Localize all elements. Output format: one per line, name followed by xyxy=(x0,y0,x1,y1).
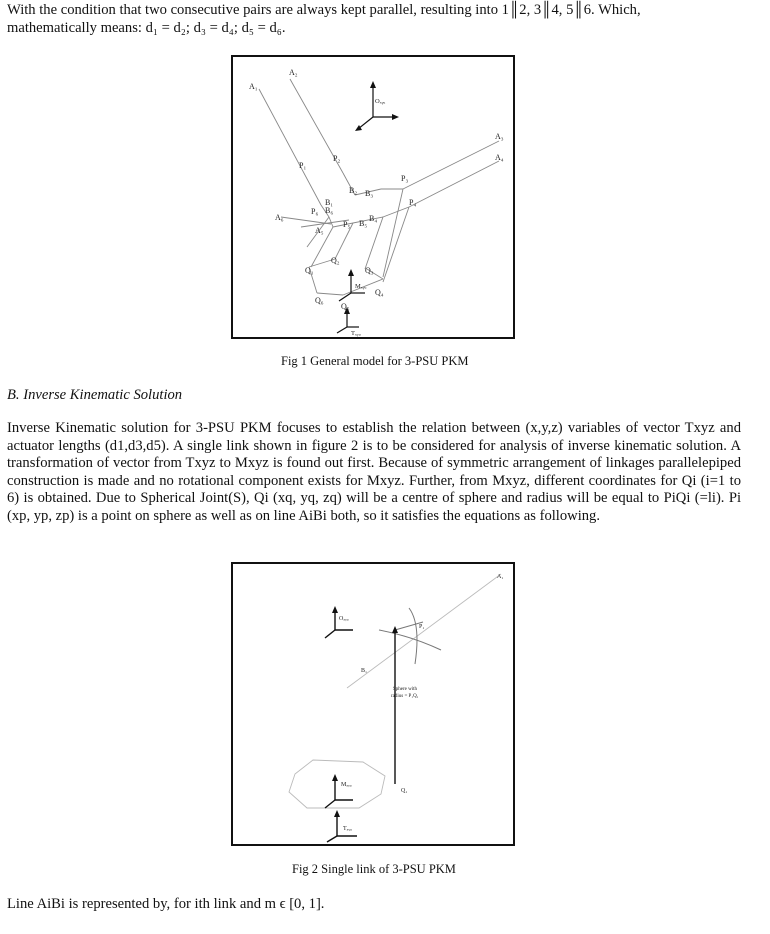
label-P4: P₄ xyxy=(409,198,417,207)
figure-2 xyxy=(231,562,515,846)
label-Q3: Q₃ xyxy=(365,266,374,275)
intro-line-2: mathematically means: d₁ = d₂; d₃ = d₄; d₅ = d₆. xyxy=(7,20,286,36)
label-B1: B₁ xyxy=(361,668,368,674)
closing-line: Line AiBi is represented by, for ith link and m ϵ [0, 1]. xyxy=(7,896,325,912)
label-Q1: Q₁ xyxy=(305,266,314,275)
figure-2-caption: Fig 2 Single link of 3-PSU PKM xyxy=(292,862,456,876)
label-Q5: Q₅ xyxy=(341,302,350,311)
label-P1: P₁ xyxy=(419,624,425,630)
label-B4: B₄ xyxy=(369,214,378,223)
label-A1: A₁ xyxy=(497,574,504,580)
figure-1-diagram xyxy=(233,57,513,337)
label-B6: B₆ xyxy=(325,206,334,215)
label-Q4: Q₄ xyxy=(375,288,384,297)
label-P3: P₃ xyxy=(401,174,409,183)
label-A5: A₅ xyxy=(315,226,324,235)
label-P5: P₅ xyxy=(343,220,351,229)
figure-2-diagram xyxy=(233,564,513,844)
label-sphere-1: Sphere with xyxy=(393,687,418,692)
label-T: Tₓᵧᵤ xyxy=(351,330,361,337)
label-sphere-2: radius = P₁Q₁ xyxy=(391,694,419,699)
figure-1-caption: Fig 1 General model for 3-PSU PKM xyxy=(281,354,469,368)
label-O: Oₓᵧᵤ xyxy=(375,98,386,105)
label-A4: A₄ xyxy=(495,153,504,162)
label-Q6: Q₆ xyxy=(315,296,324,305)
intro-line-1: With the condition that two consecutive pairs are always kept parallel, resulting into 1║2, 3║4, 5║6. Which, xyxy=(7,2,641,18)
label-M: Mₓᵧᵤ xyxy=(341,782,352,788)
label-P6: P₆ xyxy=(311,207,319,216)
figure-1 xyxy=(231,55,515,339)
label-P2: P₂ xyxy=(333,154,341,163)
label-Q1: Q₁ xyxy=(401,788,408,794)
label-A2: A₂ xyxy=(289,68,298,77)
label-B2: B₂ xyxy=(349,186,358,195)
body-paragraph: Inverse Kinematic solution for 3-PSU PKM focuses to establish the relation between (x,y,z) variables of vector Txyz and actuator lengths (d1,d3,d5). A single link shown in figure 2 is to be considered for analysis of inverse kinematic solution. A transformation of vector from Txyz to Mxyz is found out first. Because of symmetric arrangement of linkages parallelepiped construction is made and no rotational component exists for Mxyz. Further, from Mxyz, different coordinates for Qi (i=1 to 6) is obtained. Due to Spherical Joint(S), Qi (xq, yq, zq) will be a centre of sphere and radius will be equal to PiQi (=li). Pi (xp, yp, zp) is a point on sphere as well as on line AiBi both, so it satisfies the equations as following. xyxy=(7,420,741,524)
label-A1: A₁ xyxy=(249,82,258,91)
label-M: Mₓᵧᵤ xyxy=(355,283,367,290)
label-A6: A₆ xyxy=(275,213,284,222)
section-heading: B. Inverse Kinematic Solution xyxy=(7,387,183,403)
label-P1: P₁ xyxy=(299,161,307,170)
label-A3: A₃ xyxy=(495,132,504,141)
label-B5: B₅ xyxy=(359,219,368,228)
label-B3: B₃ xyxy=(365,189,374,198)
label-B1: B₁ xyxy=(325,198,334,207)
label-Q2: Q₂ xyxy=(331,256,340,265)
label-O: Oₓᵧᵤ xyxy=(339,616,349,622)
label-T: Tₓᵧᵤ xyxy=(343,826,352,832)
